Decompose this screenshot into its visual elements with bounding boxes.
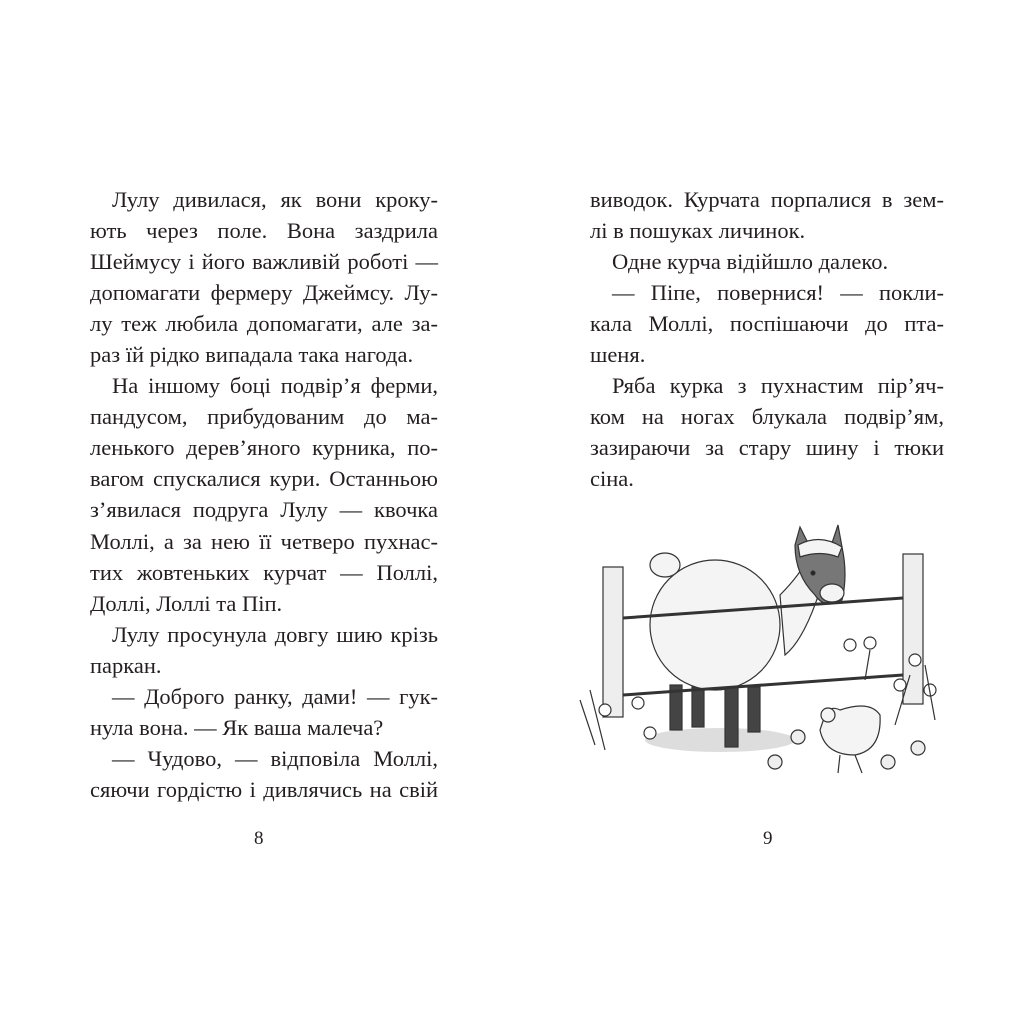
- text-line: раз їй рідко випадала така нагода.: [90, 342, 414, 368]
- hen: [820, 706, 880, 773]
- text-line: — Доброго ранку, дами! — гук-: [112, 683, 438, 709]
- text-line: вагом спускалися кури. Останньою: [90, 466, 438, 492]
- text-line: На іншому боці подвір’я ферми,: [112, 373, 438, 399]
- text-line: сяючи гордістю і дивлячись на свій: [90, 776, 438, 802]
- page-number-left: 8: [254, 828, 264, 849]
- text-line: Моллі, а за нею її четверо пухнас-: [90, 528, 438, 554]
- text-line: Лулу дивилася, як вони кроку-: [112, 187, 438, 212]
- text-line: ком на ногах блукала подвір’ям,: [590, 404, 944, 430]
- left-page-text: [90, 184, 438, 805]
- llama-fence-illustration: [570, 515, 950, 805]
- text-line: пандусом, прибудованим до ма-: [90, 404, 438, 430]
- llama-body: [650, 560, 780, 690]
- page-number-right: 9: [763, 828, 773, 849]
- text-line: Лулу просунула довгу шию крізь: [112, 621, 438, 647]
- text-line: лу теж любила допомагати, але за-: [90, 311, 438, 337]
- text-line: лі в пошуках личинок.: [590, 218, 806, 244]
- text-line: допомагати фермеру Джеймсу. Лу-: [90, 280, 438, 306]
- text-line: ленького дерев’яного курника, по-: [90, 435, 438, 461]
- fence-post-right: [903, 554, 923, 704]
- text-line: — Піпе, повернися! — покли-: [612, 280, 944, 306]
- fence-post-left: [603, 567, 623, 717]
- text-line: тих жовтеньких курчат — Поллі,: [90, 559, 438, 585]
- text-line: ють через поле. Вона заздрила: [90, 218, 438, 244]
- text-line: — Чудово, — відповіла Моллі,: [112, 745, 438, 771]
- text-line: нула вона. — Як ваша малеча?: [90, 714, 384, 740]
- text-line: виводок. Курчата порпалися в зем-: [590, 187, 944, 212]
- text-line: з’явилася подруга Лулу — квочка: [90, 497, 438, 523]
- text-line: кала Моллі, поспішаючи до пта-: [590, 311, 944, 337]
- text-line: зазираючи за стару шину і тюки: [590, 435, 944, 461]
- text-line: Одне курча відійшло далеко.: [612, 249, 889, 275]
- text-line: Доллі, Лоллі та Піп.: [90, 590, 283, 616]
- text-line: сіна.: [590, 466, 634, 492]
- text-line: Шеймусу і його важливій роботі —: [90, 249, 438, 275]
- text-line: Ряба курка з пухнастим пір’яч-: [612, 373, 944, 399]
- text-line: шеня.: [590, 342, 646, 368]
- text-line: паркан.: [90, 652, 162, 678]
- right-page-text: [590, 184, 944, 494]
- shadow: [645, 728, 795, 752]
